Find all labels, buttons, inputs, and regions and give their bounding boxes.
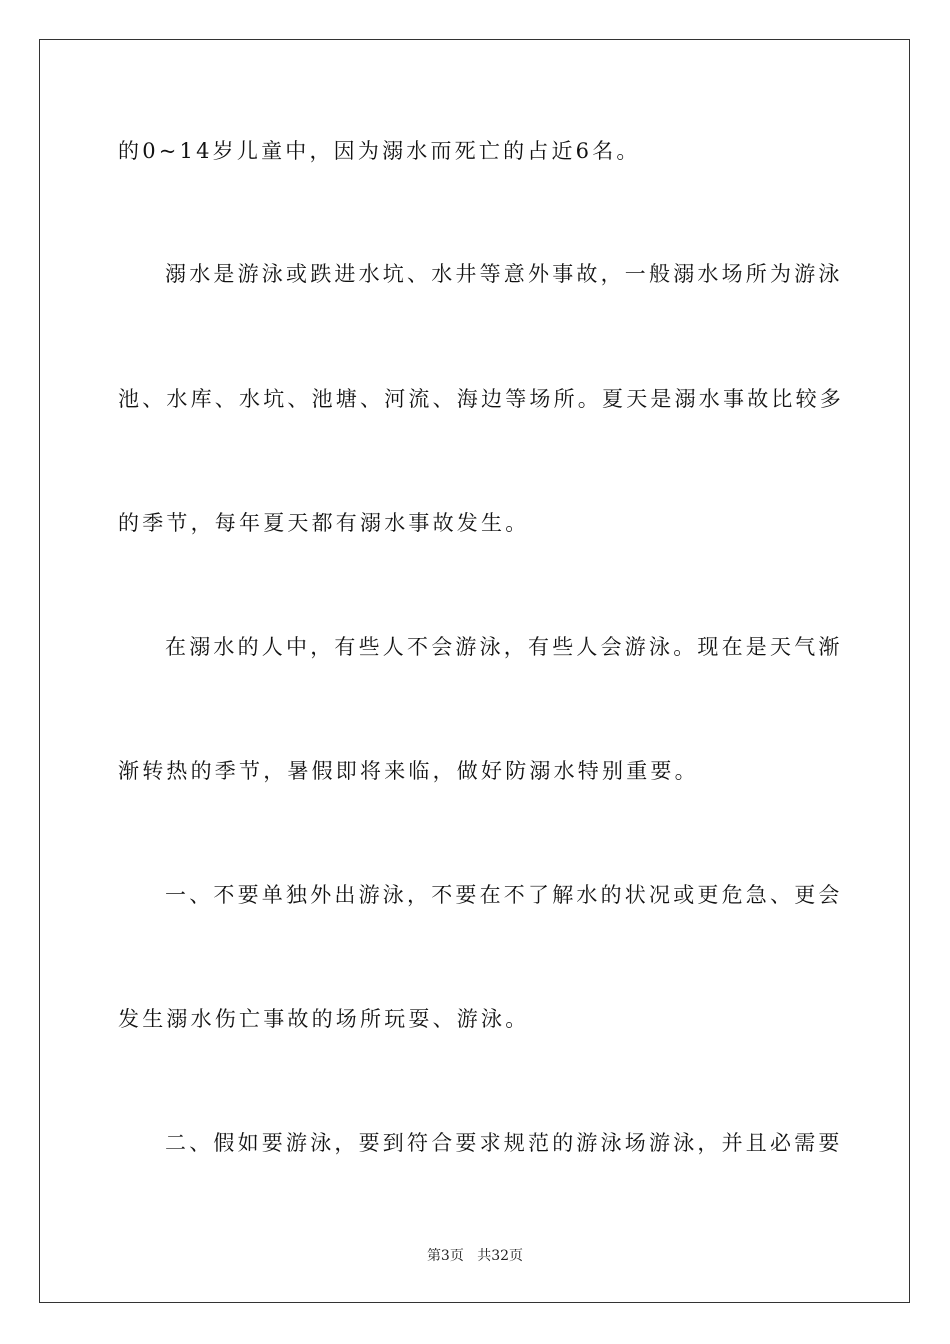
text-line-2: 溺水是游泳或跌进水坑、水井等意外事故，一般溺水场所为游泳: [165, 262, 843, 286]
text-line-6: 渐转热的季节，暑假即将来临，做好防溺水特别重要。: [118, 759, 699, 783]
text-line-4: 的季节，每年夏天都有溺水事故发生。: [118, 511, 530, 535]
page-total: 共32页: [477, 1248, 524, 1264]
text-line-7: 一、不要单独外出游泳，不要在不了解水的状况或更危急、更会: [165, 883, 843, 907]
text-line-3: 池、水库、水坑、池塘、河流、海边等场所。夏天是溺水事故比较多: [118, 387, 844, 411]
page-frame: [39, 39, 910, 1303]
text-line-8: 发生溺水伤亡事故的场所玩耍、游泳。: [118, 1007, 530, 1031]
page-footer: [0, 1247, 950, 1265]
page-number: 第3页: [426, 1248, 464, 1264]
text-line-9: 二、假如要游泳，要到符合要求规范的游泳场游泳，并且必需要: [165, 1131, 843, 1155]
text-line-1: 的0~14岁儿童中，因为溺水而死亡的占近6名。: [118, 139, 641, 163]
text-line-5: 在溺水的人中，有些人不会游泳，有些人会游泳。现在是天气渐: [165, 635, 843, 659]
